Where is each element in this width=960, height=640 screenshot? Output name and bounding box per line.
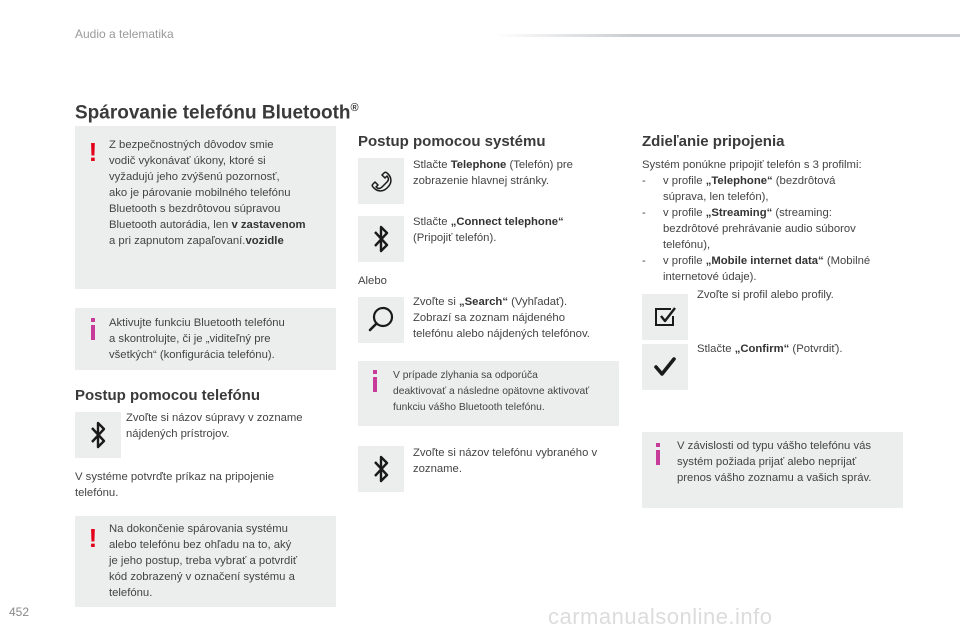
profile-list-item (642, 205, 907, 253)
list-dash: - (642, 207, 646, 219)
text-line: zozname. (413, 463, 462, 475)
share-step-select-profile (697, 287, 907, 303)
text-line: všetkých“ (konfigurácia telefónu). (109, 349, 275, 361)
list-dash: - (642, 255, 646, 267)
checkbox-icon-box (642, 294, 688, 340)
text-line: a pri zapnutom zapaľovaní.vozidle (109, 235, 284, 247)
list-dash: - (642, 175, 646, 187)
text-line: súprava, len telefón), (663, 191, 769, 203)
text-line: (Pripojiť telefón). (413, 232, 497, 244)
text-line: systém požiada prijať alebo neprijať (677, 456, 857, 468)
search-icon (365, 304, 397, 336)
header-rule (495, 34, 960, 37)
warning-note-text (109, 137, 333, 249)
text-line: Zvoľte si profil alebo profily. (697, 289, 834, 301)
bluetooth-icon (88, 420, 108, 450)
profile-list-item (642, 173, 907, 205)
heading-phone-procedure: Postup pomocou telefónu (75, 387, 260, 404)
text-line: deaktivovať a následne opätovne aktivovať (393, 386, 590, 397)
profiles-intro: Systém ponúkne pripojiť telefón s 3 profilmi: (642, 159, 862, 171)
text-line: V systéme potvrďte príkaz na pripojenie (75, 471, 275, 483)
heading-connection-sharing: Zdieľanie pripojenia (642, 133, 785, 150)
info-note-transfer (642, 432, 903, 508)
bluetooth-icon-box (358, 216, 404, 262)
share-step-confirm (697, 341, 907, 357)
text-line: Zobrazí sa zoznam nájdeného (413, 312, 565, 324)
text-line: v profile „Mobile internet data“ (Mobilné (663, 255, 871, 267)
telephone-handset-icon (367, 167, 395, 195)
text-line: Bluetooth autorádia, len v zastavenom (109, 219, 306, 231)
text-line: v profile „Telephone“ (bezdrôtová (663, 175, 836, 187)
info-icon (373, 370, 377, 392)
warning-note-text (109, 521, 333, 601)
warning-note-safety (75, 126, 336, 289)
warning-note-code (75, 516, 336, 607)
phone-step-select-kit (126, 410, 336, 442)
profile-text (642, 253, 907, 285)
text-line: Aktivujte funkciu Bluetooth telefónu (109, 317, 285, 329)
info-icon (656, 443, 660, 465)
text-line: vodič vykonávať úkony, ktoré si (109, 155, 266, 167)
info-icon (91, 318, 95, 340)
profile-text (642, 173, 907, 205)
system-step-search (413, 294, 623, 342)
bluetooth-icon-box (75, 412, 121, 458)
text-line: telefónu), (663, 239, 711, 251)
text-line: V závislosti od typu vášho telefónu vás (677, 440, 872, 452)
text-line: Stlačte „Confirm“ (Potvrdiť). (697, 343, 843, 355)
section-label: Audio a telematika (75, 27, 174, 41)
text-line: Zvoľte si názov súpravy v zozname (126, 412, 303, 424)
text-line: nájdených prístrojov. (126, 428, 230, 440)
page-title: Spárovanie telefónu Bluetooth® (75, 102, 359, 124)
warning-icon: ! (88, 523, 98, 553)
info-note-activate-bluetooth (75, 308, 336, 370)
checkbox-icon (651, 303, 679, 331)
info-note-failure (358, 361, 619, 426)
text-line: v profile „Streaming“ (streaming: (663, 207, 832, 219)
telephone-icon-box (358, 158, 404, 204)
search-icon-box (358, 297, 404, 343)
bluetooth-icon (371, 454, 391, 484)
alternative-label: Alebo (358, 275, 387, 287)
watermark: carmanualsonline.info (548, 604, 773, 629)
checkmark-icon-box (642, 344, 688, 390)
system-step-connect (413, 214, 623, 246)
info-note-text (109, 315, 333, 363)
text-line: Stlačte Telephone (Telefón) pre (413, 159, 573, 171)
text-line: bezdrôtové prehrávanie audio súborov (663, 223, 856, 235)
checkmark-icon (651, 353, 679, 381)
text-line: Zvoľte si „Search“ (Vyhľadať). (413, 296, 568, 308)
bluetooth-icon (371, 224, 391, 254)
text-line: telefónu. (75, 487, 119, 499)
text-line: funkciu vášho Bluetooth telefónu. (393, 402, 545, 413)
text-line: Stlačte „Connect telephone“ (413, 216, 564, 228)
system-step-telephone (413, 157, 623, 189)
profile-text (642, 205, 907, 253)
text-line: a skontrolujte, či je „viditeľný pre (109, 333, 271, 345)
system-step-select-phone (413, 445, 623, 477)
text-line: internetové údaje). (663, 271, 757, 283)
page-number: 452 (9, 605, 30, 619)
profile-list-item (642, 253, 907, 285)
text-line: Na dokončenie spárovania systému (109, 523, 288, 535)
text-line: prenos vášho zoznamu a vašich správ. (677, 472, 872, 484)
text-line: Z bezpečnostných dôvodov smie (109, 139, 274, 151)
bluetooth-icon-box (358, 446, 404, 492)
text-line: zobrazenie hlavnej stránky. (413, 175, 550, 187)
heading-system-procedure: Postup pomocou systému (358, 133, 546, 150)
text-line: kód zobrazený v označení systému a (109, 571, 295, 583)
text-line: Bluetooth s bezdrôtovou súpravou (109, 203, 281, 215)
text-line: ako je párovanie mobilného telefónu (109, 187, 291, 199)
text-line: V prípade zlyhania sa odporúča (393, 370, 538, 381)
text-line: Zvoľte si názov telefónu vybraného v (413, 447, 598, 459)
text-line: je jeho postup, treba vybrať a potvrdiť (109, 555, 298, 567)
text-line: telefónu. (109, 587, 153, 599)
profile-list (642, 173, 907, 285)
text-line: vyžadujú jeho zvýšenú pozornosť, (109, 171, 280, 183)
phone-confirm-paragraph (75, 469, 336, 501)
warning-icon: ! (88, 137, 98, 167)
info-note-text (393, 368, 617, 416)
text-line: telefónu alebo nájdených telefónov. (413, 328, 590, 340)
info-note-text (677, 438, 901, 486)
text-line: alebo telefónu bez ohľadu na to, aký (109, 539, 292, 551)
